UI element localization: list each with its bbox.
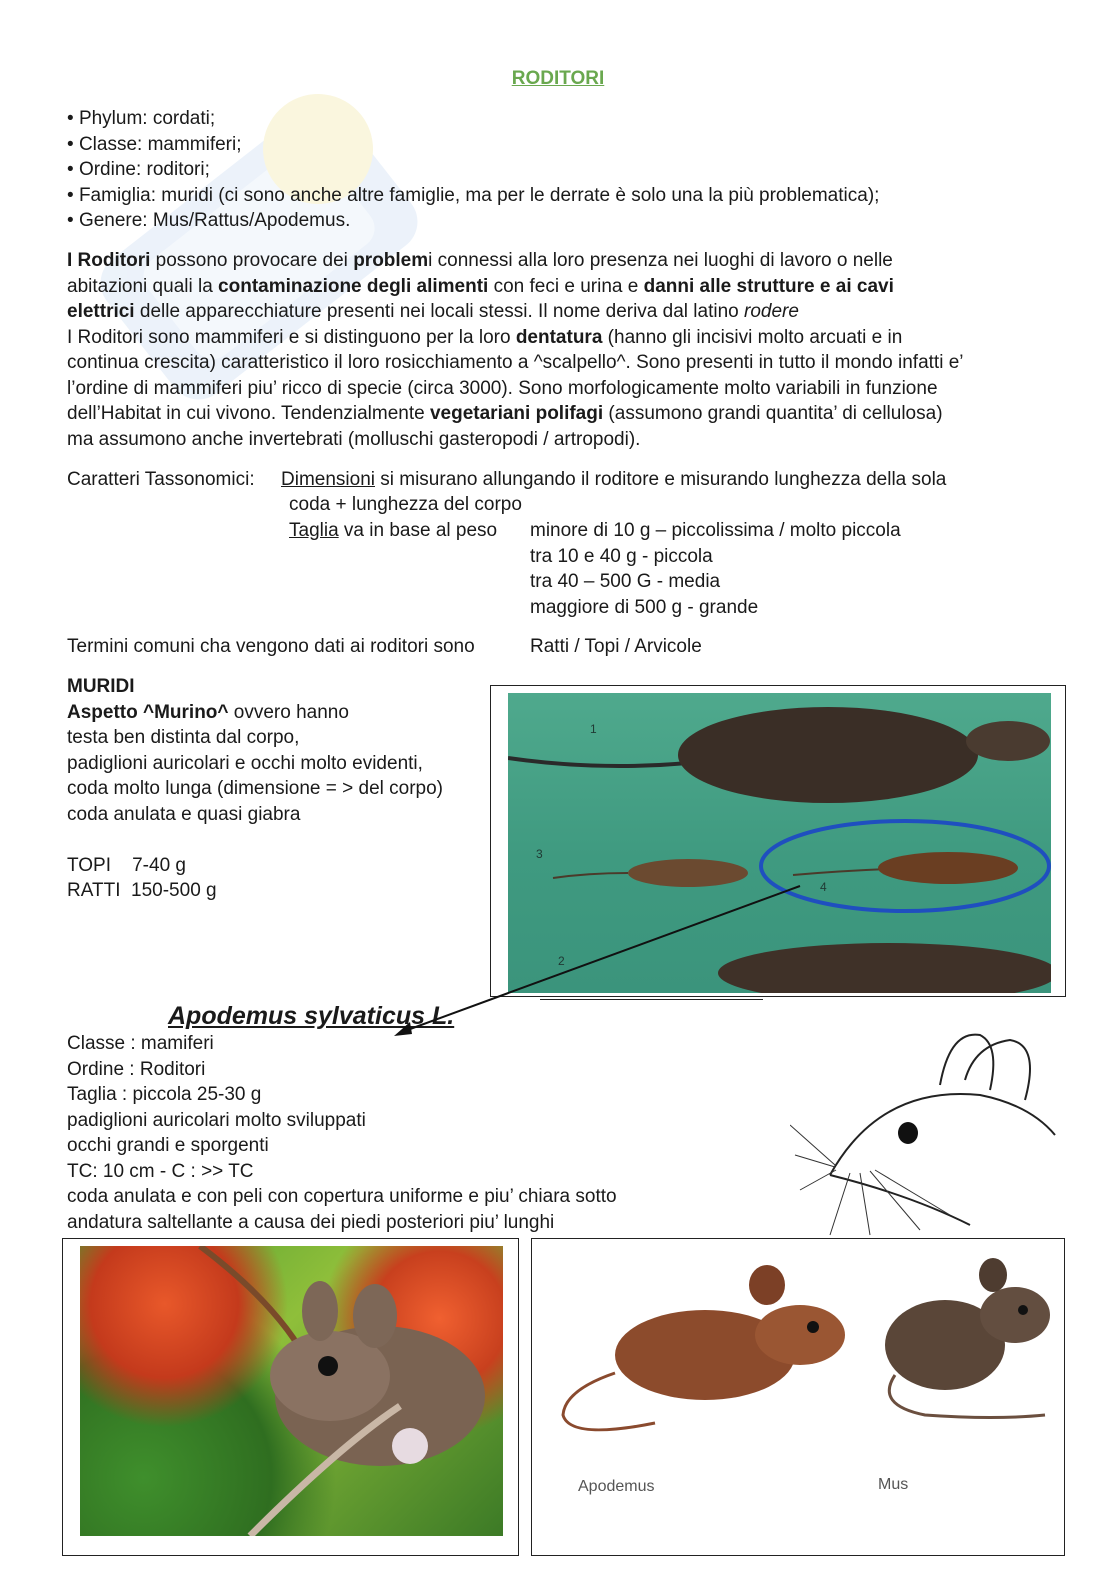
apodemus-list [67, 1031, 617, 1235]
apodemus-line: andatura saltellante a causa dei piedi posteriori piu’ lunghi [67, 1211, 555, 1233]
apodemus-heading: Apodemus sylvaticus L. [168, 1002, 455, 1030]
page-title: RODITORI [511, 68, 605, 89]
taxonomy-item: • Famiglia: muridi (ci sono anche altre famiglie, ma per le derrate è solo una la più problematica); [67, 183, 879, 209]
rat-label-2: 2 [558, 954, 565, 968]
size-item: tra 40 – 500 G - media [530, 571, 721, 592]
eye-icon [898, 1122, 918, 1144]
ratti-weight: RATTI 150-500 g [67, 880, 217, 901]
muridi-heading: MURIDI [67, 676, 135, 697]
apodemus-line: padiglioni auricolari molto sviluppati [67, 1109, 366, 1131]
dimensioni-line: Dimensioni si misurano allungando il roditore e misurando lunghezza della sola [281, 469, 947, 490]
taglia-line: Taglia va in base al peso [289, 520, 498, 541]
taxonomy-item: • Classe: mammiferi; [67, 132, 879, 158]
rat-label-3: 3 [536, 847, 543, 861]
taglia-sizes [530, 518, 901, 620]
termini-text: Termini comuni cha vengono dati ai roditori sono [67, 636, 475, 657]
size-item: tra 10 e 40 g - piccola [530, 545, 713, 567]
muridi-section: MURIDI Aspetto ^Murino^ ovvero hanno testa ben distinta dal corpo, padiglioni auricolari e occhi molto evidenti, coda molto lunga (dimensione = > del corpo) coda anulata e quasi giabra TOPI 7-40 g RATTI 150-500 g [67, 674, 443, 904]
apodemus-photo [80, 1246, 503, 1536]
mus-caption: Mus [878, 1476, 909, 1493]
apodemus-line: Ordine : Roditori [67, 1058, 206, 1080]
rat-label-4: 4 [820, 880, 827, 894]
pointer-arrow [380, 880, 820, 1050]
taxonomy-list [67, 106, 879, 234]
termini-value: Ratti / Topi / Arvicole [530, 636, 702, 657]
rat-label-1: 1 [590, 722, 597, 736]
apodemus-line: Classe : mamiferi [67, 1033, 214, 1054]
taxonomy-item: • Ordine: roditori; [67, 157, 879, 183]
species-compare-drawing [545, 1255, 1055, 1455]
mouse-head-drawing [790, 1025, 1060, 1240]
caratteri-label: Caratteri Tassonomici: [67, 469, 255, 490]
size-item: minore di 10 g – piccolissima / molto piccola [530, 520, 901, 541]
size-item: maggiore di 500 g - grande [530, 596, 759, 618]
intro-paragraph: I Roditori possono provocare dei problemi connessi alla loro presenza nei luoghi di lavoro o nelle abitazioni quali la contaminazione degli alimenti con feci e urina e danni alle strutture e ai cavi elettrici delle apparecchiature presenti nei locali stessi. Il nome deriva dal latino rodere I Roditori sono mammiferi e si distinguono per la loro dentatura (hanno gli incisivi molto arcuati e in continua crescita) caratteristico il loro rosicchiamento a ^scalpello^. Sono presenti in tutto il mondo infatti e’ l’ordine di mammiferi piu’ ricco di specie (circa 3000). Sono morfologicamente molto variabili in funzione dell’Habitat in cui vivono. Tendenzialmente vegetariani polifagi (assumono grandi quantita’ di cellulosa) ma assumono anche invertebrati (molluschi gasteropodi / artropodi). [67, 250, 964, 450]
apodemus-line: occhi grandi e sporgenti [67, 1135, 269, 1156]
topi-weight: TOPI 7-40 g [67, 854, 186, 876]
taxonomy-item: • Genere: Mus/Rattus/Apodemus. [67, 208, 879, 234]
apodemus-caption: Apodemus [578, 1478, 655, 1495]
dimensioni-line-2: coda + lunghezza del corpo [289, 494, 522, 515]
apodemus-line: Taglia : piccola 25-30 g [67, 1084, 262, 1105]
apodemus-line: coda anulata e con peli con copertura uniforme e piu’ chiara sotto [67, 1186, 617, 1207]
taxonomy-item: • Phylum: cordati; [67, 106, 879, 132]
apodemus-line: TC: 10 cm - C : >> TC [67, 1160, 254, 1182]
